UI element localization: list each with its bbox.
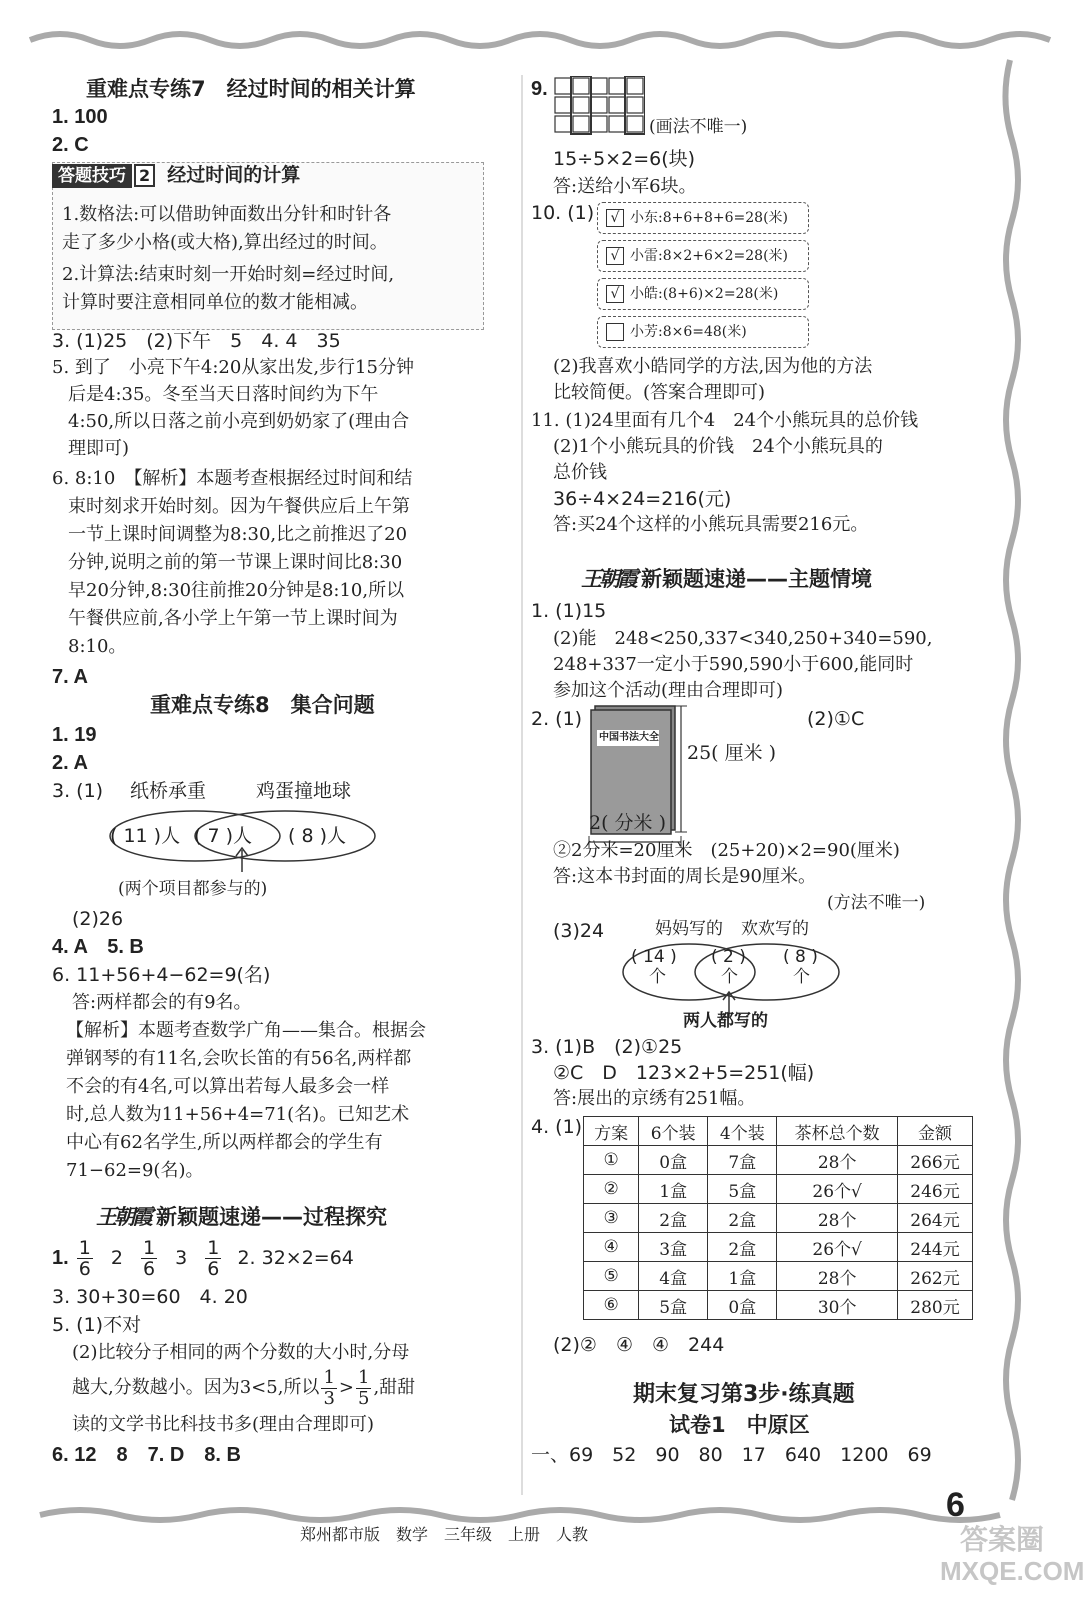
answer-q11: (2)1个小熊玩具的价钱 24个小熊玩具的 — [553, 436, 883, 457]
q10-2: (2)我喜欢小皓同学的方法,因为他的方法 — [553, 356, 873, 377]
answer-q6: 早20分钟,8:30往前推20分钟是8:10,所以 — [68, 580, 405, 601]
answer-q6: 71−62=9(名)。 — [66, 1160, 204, 1181]
table-header-cell: 4个装 — [708, 1117, 777, 1146]
venn2-left-label: 妈妈写的 — [655, 919, 723, 939]
theme-q3: ②C D 123×2+5=251(幅) — [553, 1062, 815, 1084]
theme-q2-2: (2)①C — [807, 708, 865, 730]
table-row: ③ 2盒 2盒 28个 264元 — [584, 1204, 973, 1233]
check-icon: √ — [606, 247, 624, 265]
check-icon: √ — [606, 209, 624, 227]
answer-q6: 答:两样都会的有9名。 — [72, 992, 252, 1013]
book-title: 中国书法大全 — [599, 732, 659, 743]
theme-q1: 参加这个活动(理由合理即可) — [553, 680, 784, 701]
watermark-logo: 答案圈 — [960, 1524, 1045, 1555]
check-icon: √ — [606, 285, 624, 303]
brand-logo: 王朝霞 — [96, 1204, 150, 1229]
option-xiaohao: √ 小皓:(8+6)×2=28(米) — [597, 278, 809, 310]
data-table — [583, 1116, 973, 1320]
footer-text: 郑州都市版 数学 三年级 上册 人教 — [300, 1525, 589, 1544]
answer-q5: 理即可) — [68, 438, 130, 459]
theme-q2-3: (3)24 — [553, 920, 605, 942]
theme-title — [581, 566, 872, 593]
answer-q5: 5. (1)不对 — [52, 1314, 142, 1336]
answer-q11: 11. (1)24里面有几个4 24个小熊玩具的总价钱 — [531, 410, 919, 431]
grid-drawing — [553, 76, 645, 136]
q9-note: (画法不唯一) — [649, 117, 748, 137]
venn2-note: 两人都写的 — [683, 1011, 768, 1031]
venn-right-count: ( 8 )人 — [288, 825, 346, 847]
answer-q6: 午餐供应前,各小学上午第一节上课时间为 — [68, 608, 398, 629]
answer-q6: 6. 11+56+4−62=9(名) — [52, 964, 271, 986]
venn-both-count: ( 7 )人 — [194, 825, 252, 847]
fraction: $\frac{1}{6}$ — [207, 1237, 220, 1280]
answer-q9-label: 9. — [531, 78, 548, 100]
theme-q2-label: 2. (1) — [531, 708, 583, 730]
answer-q3-2: (2)26 — [72, 908, 124, 930]
table-row: ④ 3盒 2盒 26个√ 244元 — [584, 1233, 973, 1262]
tip-line: 2.计算法:结束时刻一开始时刻=经过时间, — [62, 264, 395, 285]
theme-q2-calc: 答:这本书封面的周长是90厘米。 — [553, 866, 816, 887]
theme-q3: 答:展出的京绣有251幅。 — [553, 1088, 756, 1109]
final-q1: 一、69 52 90 80 17 640 1200 69 — [531, 1444, 932, 1466]
tip-line: 1.数格法:可以借助钟面数出分针和时针各 — [62, 204, 392, 225]
fraction: $\frac{1}{5}$ — [357, 1366, 370, 1409]
table-header-cell: 茶杯总个数 — [777, 1117, 898, 1146]
venn2-right-label: 欢欢写的 — [741, 919, 809, 939]
fraction: $\frac{1}{6}$ — [78, 1237, 91, 1280]
table-row: ⑥ 5盒 0盒 30个 280元 — [584, 1291, 973, 1320]
theme-q1: (2)能 248<250,337<340,250+340=590, — [553, 628, 933, 649]
venn2-unit: 个 — [649, 967, 666, 987]
answer-q6: 分钟,说明之前的第一节课上课时间比8:30 — [68, 552, 403, 573]
answer-q5-2: (2)比较分子相同的两个分数的大小时,分母 — [72, 1342, 410, 1363]
answer-q2: 2. A — [52, 752, 88, 774]
final-review-title: 期末复习第3步·练真题 — [633, 1382, 855, 1407]
answer-q6: 不会的有4名,可以算出若每人最多会一样 — [66, 1076, 390, 1097]
tip-number: 2 — [134, 164, 155, 187]
option-xiaofang: 小芳:8×6=48(米) — [597, 316, 809, 348]
venn2-unit: 个 — [793, 967, 810, 987]
q9-answer: 答:送给小军6块。 — [553, 176, 697, 197]
answer-q6: 时,总人数为11+56+4=71(名)。已知艺术 — [66, 1104, 410, 1125]
answer-q1: 1. 19 — [52, 724, 97, 746]
answer-q7: 7. A — [52, 666, 88, 688]
theme-q1: 248+337一定小于590,590小于600,能同时 — [553, 654, 914, 675]
theme-q4-2: (2)② ④ ④ 244 — [553, 1334, 725, 1356]
tip-title: 经过时间的计算 — [167, 164, 301, 186]
answer-q11: 36÷4×24=216(元) — [553, 488, 732, 510]
table-header-cell: 方案 — [584, 1117, 639, 1146]
watermark-url: MXQE.COM — [940, 1556, 1085, 1586]
answer-q5: 4:50,所以日落之前小亮到奶奶家了(理由合 — [68, 411, 410, 432]
theme-q2-note: (方法不唯一) — [827, 893, 926, 913]
tip-label: 答题技巧 — [52, 164, 132, 188]
theme-q4-label: 4. (1) — [531, 1116, 583, 1138]
answer-q3-q4: 3. (1)25 (2)下午 5 4. 4 35 — [52, 330, 341, 352]
tip-header — [52, 162, 300, 189]
venn2-unit: 个 — [721, 967, 738, 987]
section-title-theme: 新颖题速递——主题情境 — [641, 567, 873, 591]
answer-q6: 【解析】本题考查数学广角——集合。根据会 — [66, 1020, 426, 1041]
answer-q10-label: 10. (1) — [531, 202, 595, 224]
tip-line: 计算时要注意相同单位的数才能相减。 — [62, 292, 368, 313]
book-height: 25( 厘米 ) — [687, 742, 777, 764]
answer-q5-2: 读的文学书比科技书多(理由合理即可) — [72, 1414, 375, 1435]
book-width: 2( 分米 ) — [589, 812, 666, 834]
answer-q6: 弹钢琴的有11名,会吹长笛的有56名,两样都 — [66, 1048, 412, 1069]
q9-calc: 15÷5×2=6(块) — [553, 148, 696, 170]
venn-left-label: 纸桥承重 — [130, 780, 207, 802]
answer-q1-q2: 1. $\frac{1}{6}$ 2 $\frac{1}{6}$ 3 $\frac{1}{6}$ 2. 32×2=64 — [52, 1237, 354, 1280]
answer-q6-q8: 6. 12 8 7. D 8. B — [52, 1444, 241, 1466]
venn2-right-count: ( 8 ) — [783, 947, 818, 967]
page-number: 6 — [946, 1486, 965, 1524]
table-header-row — [584, 1117, 973, 1146]
answer-q4-q5: 4. A 5. B — [52, 936, 144, 958]
venn2-left-count: ( 14 ) — [631, 947, 677, 967]
theme-q1: 1. (1)15 — [531, 600, 607, 622]
answer-q6: 6. 8:10 【解析】本题考查根据经过时间和结 — [52, 468, 413, 489]
theme-q2-calc: ②2分米=20厘米 (25+20)×2=90(厘米) — [553, 840, 900, 861]
q10-2: 比较简便。(答案合理即可) — [553, 382, 766, 403]
fraction: $\frac{1}{3}$ — [323, 1366, 335, 1409]
answer-q5-2: 越大,分数越小。因为3<5,所以 $\frac{1}{3}$ > $\frac{1}{5}$ ,甜甜 — [72, 1366, 416, 1409]
fraction: $\frac{1}{6}$ — [143, 1237, 156, 1280]
section-title-7: 重难点专练7 经过时间的相关计算 — [86, 77, 416, 101]
answer-q6: 中心有62名学生,所以两样都会的学生有 — [66, 1132, 383, 1153]
section-title-8: 重难点专练8 集合问题 — [150, 693, 375, 717]
table-header-cell: 6个装 — [639, 1117, 708, 1146]
brand-logo: 王朝霞 — [581, 566, 635, 591]
answer-q11: 总价钱 — [553, 462, 607, 483]
final-review-subtitle: 试卷1 中原区 — [669, 1413, 810, 1437]
table-row: ⑤ 4盒 1盒 28个 262元 — [584, 1262, 973, 1291]
answer-q6: 8:10。 — [68, 636, 127, 657]
answer-q1: 1. 100 — [52, 106, 108, 128]
answer-q5: 5. 到了 小亮下午4:20从家出发,步行15分钟 — [52, 357, 414, 378]
venn-right-label: 鸡蛋撞地球 — [256, 780, 352, 802]
table-header-cell: 金额 — [897, 1117, 972, 1146]
section-title-process: 新颖题速递——过程探究 — [156, 1205, 388, 1229]
checkbox-empty-icon — [606, 323, 624, 341]
answer-q6: 一节上课时间调整为8:30,比之前推迟了20 — [68, 524, 408, 545]
tip-line: 走了多少小格(或大格),算出经过的时间。 — [62, 232, 388, 253]
answer-q6: 束时刻求开始时刻。因为午餐供应后上午第 — [68, 496, 410, 517]
table-row: ② 1盒 5盒 26个√ 246元 — [584, 1175, 973, 1204]
table-row: ① 0盒 7盒 28个 266元 — [584, 1146, 973, 1175]
answer-q2: 2. C — [52, 134, 89, 156]
theme-q3: 3. (1)B (2)①25 — [531, 1036, 683, 1058]
option-xiaodong: √ 小东:8+6+8+6=28(米) — [597, 202, 809, 234]
answer-q5: 后是4:35。冬至当天日落时间约为下午 — [68, 384, 379, 405]
answer-q3-label: 3. (1) — [52, 780, 104, 802]
height-arrow — [675, 704, 695, 844]
process-title — [96, 1204, 387, 1231]
option-xiaolei: √ 小雷:8×2+6×2=28(米) — [597, 240, 809, 272]
venn2-both-count: ( 2 ) — [711, 947, 746, 967]
venn-note: (两个项目都参与的) — [118, 879, 268, 899]
answer-q11: 答:买24个这样的小熊玩具需要216元。 — [553, 514, 869, 535]
venn-left-count: ( 11 )人 — [110, 825, 181, 847]
answer-q3-q4: 3. 30+30=60 4. 20 — [52, 1286, 248, 1308]
